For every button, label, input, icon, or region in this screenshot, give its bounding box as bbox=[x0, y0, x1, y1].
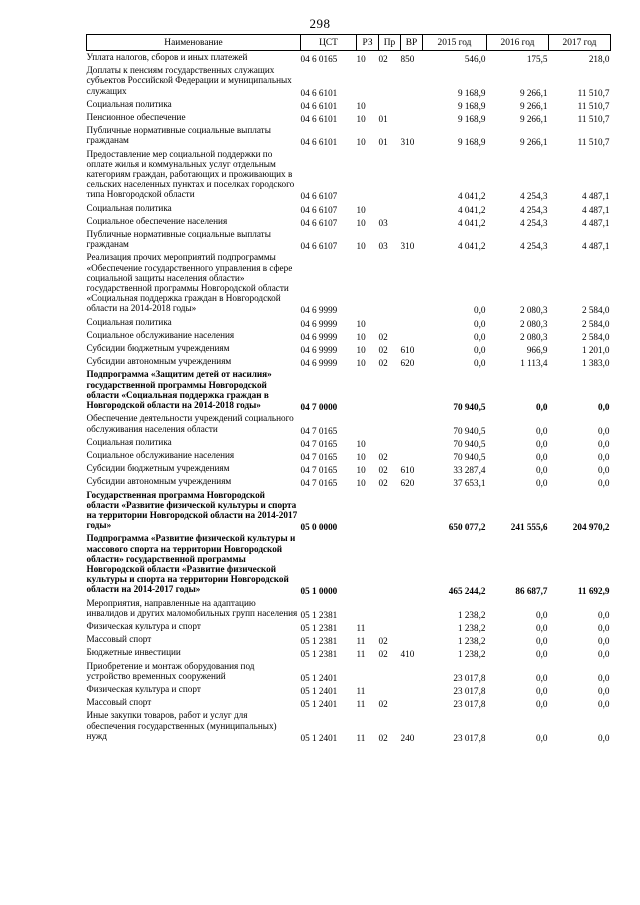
cell-2016: 0,0 bbox=[536, 465, 548, 476]
cell-name: Социальная политика bbox=[86, 98, 172, 109]
cell-2016: 966,9 bbox=[526, 345, 548, 356]
cell-pr: 03 bbox=[378, 241, 388, 252]
cell-2015: 70 940,5 bbox=[453, 451, 486, 462]
cell-name: Предоставление мер социальной поддержки по оплате жилья и коммунальных услуг отдельным категориям граждан, работающих и проживающих в сельских населенных пунктах и поселках городского типа Новгородской области bbox=[86, 148, 295, 200]
cell-vr: 610 bbox=[400, 465, 415, 476]
cell-name: Государственная программа Новгородской области «Развитие физической культуры и спорта на территории Новгородской области на 2014-2017 годы» bbox=[86, 489, 298, 531]
cell-2015: 0,0 bbox=[474, 331, 486, 342]
cell-pr bbox=[379, 489, 401, 533]
cell-vr bbox=[401, 329, 423, 342]
cell-2015: 9 168,9 bbox=[457, 87, 486, 98]
cell-2017: 0,0 bbox=[598, 402, 610, 413]
cell-2015: 546,0 bbox=[464, 54, 486, 64]
cell-2017: 1 201,0 bbox=[581, 345, 610, 356]
cell-pr bbox=[379, 148, 401, 202]
cell-2015: 4 041,2 bbox=[457, 241, 486, 252]
cell-rz: 11 bbox=[356, 649, 366, 660]
cell-2016: 4 254,3 bbox=[519, 204, 548, 215]
cell-cst: 04 6 0165 bbox=[300, 54, 338, 64]
cell-vr bbox=[401, 633, 423, 646]
cell-rz: 10 bbox=[356, 358, 366, 369]
cell-cst: 04 7 0165 bbox=[300, 438, 338, 449]
cell-cst: 04 7 0165 bbox=[300, 478, 338, 489]
cell-vr bbox=[401, 64, 423, 98]
table-row bbox=[87, 202, 611, 215]
cell-2016: 9 266,1 bbox=[519, 114, 548, 125]
cell-vr: 620 bbox=[400, 358, 415, 369]
cell-cst: 04 6 6101 bbox=[300, 87, 338, 98]
cell-2017: 4 487,1 bbox=[581, 217, 610, 228]
cell-rz bbox=[357, 368, 379, 412]
cell-2016: 9 266,1 bbox=[519, 100, 548, 111]
cell-2017: 0,0 bbox=[598, 636, 610, 647]
cell-name: Реализация прочих мероприятий подпрограммы «Обеспечение государственного управления в сфере социальной защиты населения области» государственной программы Новгородской области «Социальная поддержка граждан в Новгородской области на 2014-2018 годы» bbox=[86, 252, 293, 314]
table-row bbox=[87, 355, 611, 368]
table-row bbox=[87, 98, 611, 111]
cell-name: Уплата налогов, сборов и иных платежей bbox=[86, 52, 248, 62]
cell-2015: 70 940,5 bbox=[453, 402, 486, 413]
cell-vr bbox=[401, 368, 423, 412]
cell-2015: 9 168,9 bbox=[457, 100, 486, 111]
cell-rz bbox=[357, 597, 379, 620]
header-cst: ЦСТ bbox=[301, 35, 357, 51]
cell-2015: 9 168,9 bbox=[457, 114, 486, 125]
cell-name: Мероприятия, направленные на адаптацию инвалидов и других маломобильных групп населения bbox=[86, 597, 298, 618]
cell-2016: 2 080,3 bbox=[519, 318, 548, 329]
cell-pr: 02 bbox=[378, 345, 388, 356]
cell-pr bbox=[379, 620, 401, 633]
cell-name: Социальное обеспечение населения bbox=[86, 215, 228, 226]
cell-cst: 04 6 6107 bbox=[300, 241, 338, 252]
cell-name: Иные закупки товаров, работ и услуг для обеспечения государственных (муниципальных) нужд bbox=[86, 710, 277, 741]
cell-pr: 02 bbox=[378, 699, 388, 710]
cell-vr bbox=[401, 683, 423, 696]
cell-pr: 02 bbox=[378, 649, 388, 660]
cell-cst: 05 1 2381 bbox=[300, 609, 338, 620]
cell-name: Физическая культура и спорт bbox=[86, 620, 201, 631]
cell-2017: 0,0 bbox=[598, 478, 610, 489]
cell-pr bbox=[379, 597, 401, 620]
cell-cst: 05 1 2401 bbox=[300, 672, 338, 683]
cell-vr bbox=[401, 98, 423, 111]
cell-rz: 10 bbox=[356, 217, 366, 228]
cell-rz bbox=[357, 148, 379, 202]
cell-name: Бюджетные инвестиции bbox=[86, 647, 181, 658]
cell-2016: 0,0 bbox=[536, 732, 548, 743]
cell-vr bbox=[401, 251, 423, 315]
cell-name: Субсидии автономным учреждениям bbox=[86, 476, 232, 487]
cell-name: Массовый спорт bbox=[86, 697, 152, 708]
cell-rz bbox=[357, 532, 379, 596]
header-2015: 2015 год bbox=[423, 35, 487, 51]
cell-vr bbox=[401, 532, 423, 596]
table-row bbox=[87, 251, 611, 315]
cell-2015: 70 940,5 bbox=[453, 438, 486, 449]
budget-table bbox=[86, 34, 611, 743]
table-row bbox=[87, 124, 611, 147]
cell-name: Подпрограмма «Развитие физической культуры и массового спорта на территории Новгородской области» государственной программы Новгородской области «Развитие физической культуры и спорта на территории Новгородской области на 2014-2017 годы» bbox=[86, 533, 296, 595]
cell-vr: 610 bbox=[400, 345, 415, 356]
cell-rz: 10 bbox=[356, 100, 366, 111]
cell-2016: 9 266,1 bbox=[519, 137, 548, 148]
cell-cst: 05 0 0000 bbox=[300, 522, 338, 533]
cell-rz: 11 bbox=[356, 732, 366, 743]
cell-cst: 05 1 2381 bbox=[300, 636, 338, 647]
header-pr: Пр bbox=[379, 35, 401, 51]
cell-2017: 11 692,9 bbox=[577, 586, 610, 597]
cell-2016: 0,0 bbox=[536, 699, 548, 710]
cell-2015: 23 017,8 bbox=[453, 699, 486, 710]
table-row bbox=[87, 646, 611, 659]
cell-2017: 11 510,7 bbox=[577, 137, 610, 148]
cell-pr: 01 bbox=[378, 114, 388, 125]
cell-2017: 2 584,0 bbox=[581, 305, 610, 316]
table-row bbox=[87, 368, 611, 412]
cell-cst: 04 6 9999 bbox=[300, 318, 338, 329]
cell-rz: 10 bbox=[356, 478, 366, 489]
cell-cst: 04 6 6107 bbox=[300, 191, 338, 202]
cell-rz: 10 bbox=[356, 137, 366, 148]
header-2016: 2016 год bbox=[487, 35, 549, 51]
cell-2016: 9 266,1 bbox=[519, 87, 548, 98]
cell-name: Пенсионное обеспечение bbox=[86, 112, 186, 123]
cell-name: Массовый спорт bbox=[86, 634, 152, 645]
cell-2017: 2 584,0 bbox=[581, 331, 610, 342]
table-row bbox=[87, 462, 611, 475]
cell-2016: 0,0 bbox=[536, 478, 548, 489]
cell-vr bbox=[401, 449, 423, 462]
cell-2016: 175,5 bbox=[526, 54, 548, 64]
cell-2017: 0,0 bbox=[598, 622, 610, 633]
cell-pr bbox=[379, 64, 401, 98]
cell-pr: 02 bbox=[378, 732, 388, 743]
cell-rz bbox=[357, 660, 379, 683]
cell-2015: 37 653,1 bbox=[453, 478, 486, 489]
cell-name: Публичные нормативные социальные выплаты гражданам bbox=[86, 125, 271, 146]
cell-rz: 10 bbox=[356, 345, 366, 356]
cell-2017: 0,0 bbox=[598, 465, 610, 476]
cell-2016: 0,0 bbox=[536, 609, 548, 620]
cell-2015: 1 238,2 bbox=[457, 622, 486, 633]
cell-name: Социальная политика bbox=[86, 316, 172, 327]
cell-cst: 05 1 2401 bbox=[300, 685, 338, 696]
cell-2016: 0,0 bbox=[536, 649, 548, 660]
cell-pr: 02 bbox=[378, 636, 388, 647]
table-row bbox=[87, 620, 611, 633]
cell-vr bbox=[401, 202, 423, 215]
cell-2016: 241 555,6 bbox=[510, 522, 548, 533]
table-row bbox=[87, 316, 611, 329]
cell-rz: 10 bbox=[356, 318, 366, 329]
cell-rz: 10 bbox=[356, 114, 366, 125]
table-row bbox=[87, 532, 611, 596]
cell-pr: 02 bbox=[378, 478, 388, 489]
cell-2015: 4 041,2 bbox=[457, 191, 486, 202]
cell-2017: 0,0 bbox=[598, 451, 610, 462]
cell-pr: 02 bbox=[378, 451, 388, 462]
cell-rz: 10 bbox=[356, 438, 366, 449]
cell-vr bbox=[401, 597, 423, 620]
cell-pr bbox=[379, 412, 401, 435]
cell-2017: 0,0 bbox=[598, 685, 610, 696]
cell-pr: 03 bbox=[378, 217, 388, 228]
cell-2017: 0,0 bbox=[598, 609, 610, 620]
table-header bbox=[87, 35, 611, 51]
cell-2015: 70 940,5 bbox=[453, 425, 486, 436]
cell-2017: 0,0 bbox=[598, 438, 610, 449]
cell-2017: 0,0 bbox=[598, 425, 610, 436]
cell-2017: 4 487,1 bbox=[581, 241, 610, 252]
cell-pr bbox=[379, 98, 401, 111]
cell-name: Публичные нормативные социальные выплаты гражданам bbox=[86, 229, 271, 250]
cell-cst: 04 6 6101 bbox=[300, 114, 338, 125]
cell-2015: 23 017,8 bbox=[453, 732, 486, 743]
cell-2015: 23 017,8 bbox=[453, 685, 486, 696]
cell-pr: 02 bbox=[378, 54, 388, 64]
cell-cst: 04 7 0165 bbox=[300, 465, 338, 476]
cell-2017: 0,0 bbox=[598, 649, 610, 660]
cell-vr: 850 bbox=[400, 54, 415, 64]
cell-rz: 10 bbox=[356, 465, 366, 476]
header-name: Наименование bbox=[87, 35, 301, 51]
cell-vr bbox=[401, 316, 423, 329]
cell-2016: 0,0 bbox=[536, 425, 548, 436]
cell-cst: 05 1 0000 bbox=[300, 586, 338, 597]
cell-2015: 650 077,2 bbox=[448, 522, 486, 533]
cell-2015: 0,0 bbox=[474, 358, 486, 369]
cell-2015: 4 041,2 bbox=[457, 217, 486, 228]
cell-cst: 04 6 6107 bbox=[300, 204, 338, 215]
cell-name: Субсидии бюджетным учреждениям bbox=[86, 463, 230, 474]
table-row bbox=[87, 449, 611, 462]
cell-cst: 04 7 0165 bbox=[300, 451, 338, 462]
table-row bbox=[87, 215, 611, 228]
cell-2017: 218,0 bbox=[588, 54, 610, 64]
table-row bbox=[87, 696, 611, 709]
cell-2015: 0,0 bbox=[474, 305, 486, 316]
cell-cst: 04 6 9999 bbox=[300, 345, 338, 356]
cell-cst: 04 6 6101 bbox=[300, 137, 338, 148]
table-row bbox=[87, 709, 611, 743]
cell-name: Субсидии автономным учреждениям bbox=[86, 356, 232, 367]
cell-2016: 0,0 bbox=[536, 636, 548, 647]
table-row bbox=[87, 228, 611, 251]
cell-cst: 05 1 2401 bbox=[300, 699, 338, 710]
cell-2016: 0,0 bbox=[536, 672, 548, 683]
cell-2015: 9 168,9 bbox=[457, 137, 486, 148]
table-row bbox=[87, 329, 611, 342]
cell-pr: 02 bbox=[378, 465, 388, 476]
cell-2015: 1 238,2 bbox=[457, 609, 486, 620]
cell-vr bbox=[401, 412, 423, 435]
cell-2017: 1 383,0 bbox=[581, 358, 610, 369]
table-row bbox=[87, 436, 611, 449]
cell-2015: 1 238,2 bbox=[457, 636, 486, 647]
cell-name: Социальная политика bbox=[86, 202, 172, 213]
cell-vr: 310 bbox=[400, 137, 415, 148]
cell-cst: 04 6 9999 bbox=[300, 331, 338, 342]
cell-cst: 04 6 9999 bbox=[300, 358, 338, 369]
cell-vr bbox=[401, 489, 423, 533]
cell-rz bbox=[357, 251, 379, 315]
table-row bbox=[87, 342, 611, 355]
cell-vr bbox=[401, 620, 423, 633]
cell-pr: 02 bbox=[378, 331, 388, 342]
cell-2016: 1 113,4 bbox=[520, 358, 548, 369]
cell-2016: 0,0 bbox=[536, 622, 548, 633]
table-row bbox=[87, 412, 611, 435]
cell-2016: 0,0 bbox=[536, 438, 548, 449]
cell-rz: 11 bbox=[356, 699, 366, 710]
cell-vr bbox=[401, 215, 423, 228]
table-row bbox=[87, 148, 611, 202]
cell-vr bbox=[401, 696, 423, 709]
cell-2017: 204 970,2 bbox=[572, 522, 610, 533]
cell-name: Субсидии бюджетным учреждениям bbox=[86, 343, 230, 354]
cell-2016: 4 254,3 bbox=[519, 217, 548, 228]
cell-2015: 1 238,2 bbox=[457, 649, 486, 660]
cell-2015: 4 041,2 bbox=[457, 204, 486, 215]
cell-cst: 04 6 6107 bbox=[300, 217, 338, 228]
cell-2016: 0,0 bbox=[536, 451, 548, 462]
cell-cst: 04 7 0000 bbox=[300, 402, 338, 413]
cell-2016: 0,0 bbox=[536, 685, 548, 696]
cell-rz: 10 bbox=[356, 331, 366, 342]
cell-2016: 4 254,3 bbox=[519, 191, 548, 202]
cell-cst: 05 1 2381 bbox=[300, 622, 338, 633]
table-row bbox=[87, 660, 611, 683]
cell-cst: 04 7 0165 bbox=[300, 425, 338, 436]
cell-vr: 620 bbox=[400, 478, 415, 489]
cell-pr: 02 bbox=[378, 358, 388, 369]
cell-vr bbox=[401, 436, 423, 449]
cell-cst: 05 1 2381 bbox=[300, 649, 338, 660]
cell-2016: 0,0 bbox=[536, 402, 548, 413]
cell-2015: 0,0 bbox=[474, 318, 486, 329]
cell-rz bbox=[357, 64, 379, 98]
page-number: 298 bbox=[309, 16, 331, 31]
cell-name: Социальное обслуживание населения bbox=[86, 449, 235, 460]
cell-vr bbox=[401, 111, 423, 124]
cell-2015: 465 244,2 bbox=[448, 586, 486, 597]
cell-2017: 4 487,1 bbox=[581, 204, 610, 215]
table-row bbox=[87, 633, 611, 646]
cell-pr: 01 bbox=[378, 137, 388, 148]
cell-pr bbox=[379, 436, 401, 449]
cell-rz: 10 bbox=[356, 204, 366, 215]
cell-rz: 11 bbox=[356, 636, 366, 647]
cell-2016: 2 080,3 bbox=[519, 331, 548, 342]
cell-2015: 33 287,4 bbox=[453, 465, 486, 476]
cell-name: Обеспечение деятельности учреждений социального обслуживания населения области bbox=[86, 413, 294, 434]
cell-vr: 310 bbox=[400, 241, 415, 252]
cell-name: Подпрограмма «Защитим детей от насилия» государственной программы Новгородской области «Социальная поддержка граждан в Новгородской области на 2014-2018 годы» bbox=[86, 369, 272, 411]
cell-2017: 11 510,7 bbox=[577, 114, 610, 125]
table-row bbox=[87, 51, 611, 65]
cell-cst: 04 6 6101 bbox=[300, 100, 338, 111]
cell-2017: 11 510,7 bbox=[577, 100, 610, 111]
cell-cst: 05 1 2401 bbox=[300, 732, 338, 743]
cell-pr bbox=[379, 251, 401, 315]
cell-name: Доплаты к пенсиям государственных служащих субъектов Российской Федерации и муниципальных служащих bbox=[86, 65, 292, 96]
cell-cst: 04 6 9999 bbox=[300, 305, 338, 316]
cell-rz: 10 bbox=[356, 451, 366, 462]
cell-2017: 2 584,0 bbox=[581, 318, 610, 329]
cell-2015: 23 017,8 bbox=[453, 672, 486, 683]
table-row bbox=[87, 683, 611, 696]
cell-pr bbox=[379, 683, 401, 696]
cell-rz: 11 bbox=[356, 622, 366, 633]
table-row bbox=[87, 475, 611, 488]
cell-2016: 4 254,3 bbox=[519, 241, 548, 252]
cell-2017: 0,0 bbox=[598, 699, 610, 710]
table-row bbox=[87, 64, 611, 98]
cell-rz bbox=[357, 489, 379, 533]
cell-name: Физическая культура и спорт bbox=[86, 683, 201, 694]
cell-rz: 10 bbox=[356, 54, 366, 64]
cell-rz bbox=[357, 412, 379, 435]
cell-name: Приобретение и монтаж оборудования под устройство временных сооружений bbox=[86, 660, 255, 681]
header-vr: ВР bbox=[401, 35, 423, 51]
table-body bbox=[87, 51, 611, 743]
header-2017: 2017 год bbox=[549, 35, 611, 51]
cell-pr bbox=[379, 316, 401, 329]
cell-2017: 0,0 bbox=[598, 732, 610, 743]
cell-2015: 0,0 bbox=[474, 345, 486, 356]
cell-2017: 4 487,1 bbox=[581, 191, 610, 202]
cell-vr: 240 bbox=[400, 732, 415, 743]
cell-rz: 10 bbox=[356, 241, 366, 252]
cell-2017: 11 510,7 bbox=[577, 87, 610, 98]
cell-pr bbox=[379, 660, 401, 683]
cell-2016: 2 080,3 bbox=[519, 305, 548, 316]
cell-2016: 86 687,7 bbox=[515, 586, 548, 597]
table-row bbox=[87, 489, 611, 533]
table-row bbox=[87, 597, 611, 620]
cell-name: Социальное обслуживание населения bbox=[86, 329, 235, 340]
table-row bbox=[87, 111, 611, 124]
cell-pr bbox=[379, 532, 401, 596]
cell-vr bbox=[401, 660, 423, 683]
cell-pr bbox=[379, 368, 401, 412]
cell-2017: 0,0 bbox=[598, 672, 610, 683]
cell-rz: 11 bbox=[356, 685, 366, 696]
cell-name: Социальная политика bbox=[86, 436, 172, 447]
cell-vr: 410 bbox=[400, 649, 415, 660]
header-rz: РЗ bbox=[357, 35, 379, 51]
cell-pr bbox=[379, 202, 401, 215]
cell-vr bbox=[401, 148, 423, 202]
